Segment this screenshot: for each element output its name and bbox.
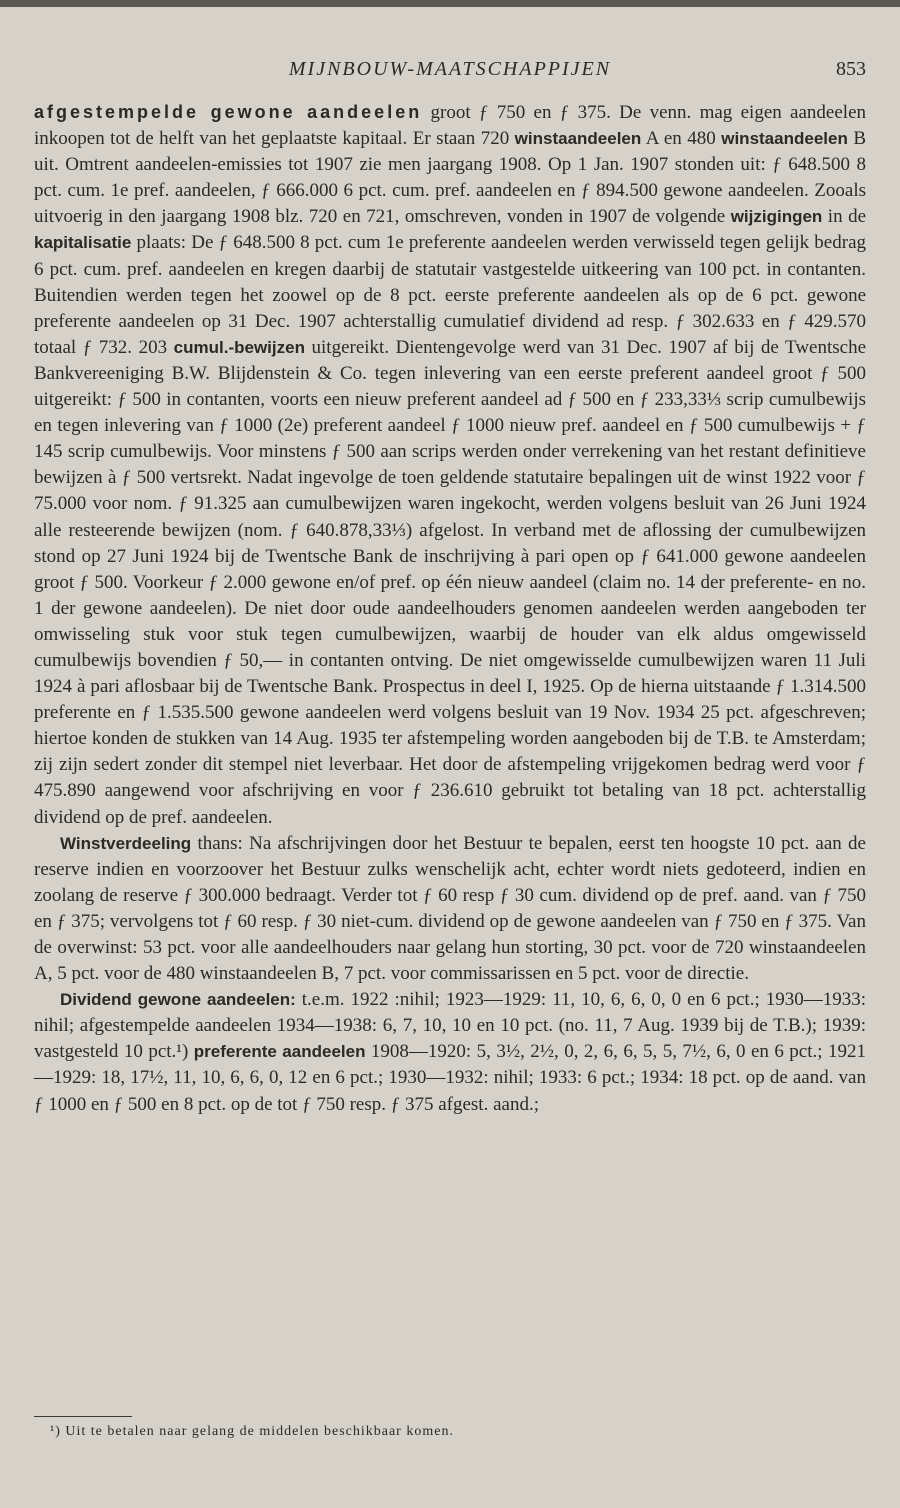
running-title: MIJNBOUW-MAATSCHAPPIJEN (288, 58, 612, 80)
text-run: 1908—1920: 5, 3½, 2½, 0, 2, 6, 6, 5, 5, 7½, 6, 0 en 6 pct.; 1921—1929: 18, 17½, 11, 10, 6, 6, 0, 12 en 6 pct.; 1930—1932: nihil; 1933: 6 pct.; 1934: 18 pct. op de aand. van ƒ 1000 en ƒ 500 en 8 pct. op de tot ƒ 750 resp. ƒ 375 afgest. aand.; (34, 1041, 866, 1115)
text-run: groot ƒ 750 en ƒ 375. De venn. mag eigen aandeelen inkoopen tot de helft van het geplaatste kapitaal. Er staan 720 (34, 102, 867, 150)
page-number: 853 (836, 58, 866, 80)
text-run: t.e.m. 1922 :nihil; 1923—1929: 11, 10, 6, 6, 0, 0 en 6 pct.; 1930—1933: nihil; afgestempelde aandeelen 1934—1938: 6, 7, 10, 10 en 10 pct. (no. 11, 7 Aug. 1939 bij de T.B.); 1939: vastgesteld 10 pct.¹) (34, 989, 866, 1063)
paragraph-dividend (34, 987, 866, 1117)
keyword: preferente aandeelen (193, 1042, 366, 1062)
keyword: wijzigingen (730, 207, 823, 227)
text-run: B uit. Omtrent aandeelen-emissies tot 1907 zie men jaargang 1908. Op 1 Jan. 1907 stonden uit: ƒ 648.500 8 pct. cum. 1e pref. aandeelen, ƒ 666.000 6 pct. cum. pref. aandeelen en ƒ 894.500 gewone aandeelen. Zooals uitvoerig in den jaargang 1908 blz. 720 en 721, omschreven, vonden in 1907 de volgende (34, 128, 866, 228)
paragraph-winstverdeeling (34, 831, 866, 988)
text-run: thans: Na afschrijvingen door het Bestuur te bepalen, eerst ten hoogste 10 pct. aan de reserve indien en voorzoover het Bestuur zulks wenschelijk acht, echter wordt niets gedoteerd, indien en zoolang de reserve ƒ 300.000 bedraagt. Verder tot ƒ 60 resp ƒ 30 cum. dividend op de pref. aand. van ƒ 750 en ƒ 375; vervolgens tot ƒ 60 resp. ƒ 30 niet-cum. dividend op de gewone aandeelen van ƒ 750 en ƒ 375. Van de overwinst: 53 pct. voor alle aandeelhouders naar gelang hun storting, 30 pct. voor de 720 winstaandeelen A, 5 pct. voor de 480 winstaandeelen B, 7 pct. voor commissarissen en 5 pct. voor de directie. (34, 832, 866, 985)
keyword: cumul.-bewijzen (173, 337, 305, 357)
keyword: Winstverdeeling (60, 833, 192, 853)
text-run: in de (822, 206, 867, 228)
keyword: kapitalisatie (34, 233, 132, 253)
text-run: plaats: De ƒ 648.500 8 pct. cum 1e preferente aandeelen werden verwisseld tegen gelijk bedrag 6 pct. cum. pref. aandeelen en kregen daarbij de statutair vastgestelde uitkeering van 100 pct. in contanten. Buitendien werden tegen het zoowel op de 8 pct. eerste preferente aandeelen als op de 6 pct. gewone preferente aandeelen op 31 Dec. 1907 achterstallig cumulatief dividend ad resp. ƒ 302.633 en ƒ 429.570 totaal ƒ 732. 203 (34, 232, 866, 358)
paragraph-kapitaal (34, 99, 866, 831)
text-run: A en 480 (641, 128, 722, 150)
spaced-heading: afgestempelde gewone aandeelen (34, 102, 423, 122)
body-text (34, 99, 866, 1118)
scan-top-edge (0, 0, 900, 7)
page-header (34, 58, 866, 92)
footnote-rule (34, 1416, 132, 1417)
keyword: Dividend gewone aandeelen: (60, 990, 296, 1010)
text-run: uitgereikt. Dientengevolge werd van 31 Dec. 1907 af bij de Twentsche Bankvereeniging B.W. Blijdenstein & Co. tegen inlevering van een eerste preferent aandeel groot ƒ 500 uitgereikt: ƒ 500 in contanten, voorts een nieuw preferent aandeel ad ƒ 500 en ƒ 233,33⅓ scrip cumulbewijs en tegen inlevering van ƒ 1000 (2e) preferent aandeel ƒ 1000 nieuw pref. aandeel en ƒ 500 cumulbewijs + ƒ 145 scrip cumulbewijs. Voor minstens ƒ 500 aan scrips werden onder verrekening van het restant definitieve bewijzen à ƒ 500 vertsrekt. Nadat ingevolge de toen geldende statutaire bepalingen uit de winst 1922 voor ƒ 75.000 voor nom. ƒ 91.325 aan cumulbewijzen waren ingekocht, werden volgens besluit van 26 Juni 1924 alle resteerende bewijzen (nom. ƒ 640.878,33⅓) afgelost. In verband met de aflossing der cumulbewijzen stond op 27 Juni 1924 bij de Twentsche Bank de inschrijving à pari open op ƒ 641.000 gewone aandeelen groot ƒ 500. Voorkeur ƒ 2.000 gewone en/of pref. op één nieuw aandeel (claim no. 14 der preferente- en no. 1 der gewone aandeelen). De niet door oude aandeelhouders genomen aandeelen werden aangeboden ter omwisseling stuk voor stuk tegen cumulbewijzen, waarbij de houder van elk aldus omgewisseld cumulbewijs bovendien ƒ 50,— in contanten ontving. De niet omgewisselde cumulbewijzen waren 11 Juli 1924 à pari aflosbaar bij de Twentsche Bank. Prospectus in deel I, 1925. Op de hierna uitstaande ƒ 1.314.500 preferente en ƒ 1.535.500 gewone aandeelen werd volgens besluit van 19 Nov. 1934 25 pct. afgeschreven; hiertoe konden de stukken van 14 Aug. 1935 ter afstempeling worden aangeboden bij de T.B. te Amsterdam; zij zijn sedert zonder dit stempel niet leverbaar. Het door de afstempeling vrijgekomen bedrag werd voor ƒ 475.890 aangewend voor afschrijving en voor ƒ 236.610 gebruikt tot betaling van 18 pct. achterstallig dividend op de pref. aandeelen. (34, 336, 867, 828)
keyword: winstaandeelen (514, 129, 642, 149)
keyword: winstaandeelen (721, 129, 848, 149)
footnote: ¹) Uit te betalen naar gelang de middelen beschikbaar komen. (50, 1424, 454, 1439)
